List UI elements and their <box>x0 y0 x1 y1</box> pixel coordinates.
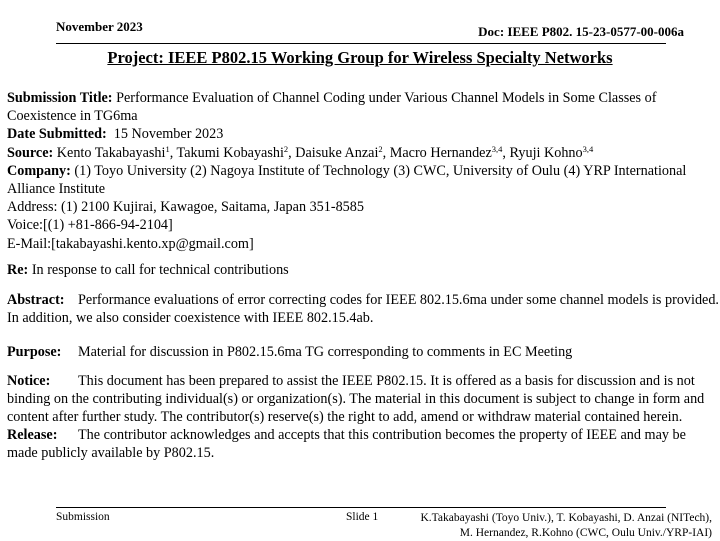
footer-slide-number: Slide 1 <box>346 511 379 523</box>
purpose-label: Purpose: <box>7 344 62 361</box>
footer-authors-line2: M. Hernandez, R.Kohno (CWC, Oulu Univ./YRP-IAI) <box>459 527 712 539</box>
footer-authors-line1: K.Takabayashi (Toyo Univ.), T. Kobayashi, D. Anzai (NITech), <box>420 512 712 524</box>
header-divider <box>56 43 666 44</box>
email-line: E-Mail:[takabayashi.kento.xp@gmail.com] <box>7 235 254 252</box>
release-field <box>7 426 719 462</box>
date-submitted-label: Date Submitted: <box>7 126 107 143</box>
notice-text: This document has been prepared to assist the IEEE P802.15. It is offered as a basis for discussion and is not binding on the contributing individual(s) or organization(s). The material in this document is subject to change in form and content after further study. The contributor(s) reserve(s) the right to add, amend or withdraw material contained herein. <box>7 372 705 426</box>
document-title: Project: IEEE P802.15 Working Group for Wireless Specialty Networks <box>107 48 613 67</box>
document-body <box>7 89 719 463</box>
footer-submission: Submission <box>56 511 110 523</box>
re-text: In response to call for technical contributions <box>28 261 289 278</box>
author-name: Kento Takabayashi <box>53 144 166 161</box>
author-name: Takumi Kobayashi <box>176 144 284 161</box>
author-affiliation: 2 <box>283 143 289 154</box>
company-text: (1) Toyo University (2) Nagoya Institute of Technology (3) CWC, University of Oulu (4) YRP International Alliance Institute <box>7 162 687 198</box>
re-label: Re: <box>7 261 29 278</box>
purpose-text: Material for discussion in P802.15.6ma TG corresponding to comments in EC Meeting <box>78 344 573 361</box>
author-separator: , <box>382 144 390 161</box>
author-affiliation: 1 <box>165 143 170 154</box>
date-submitted-text: 15 November 2023 <box>106 126 224 143</box>
purpose-field <box>7 343 719 361</box>
company-field <box>7 162 719 198</box>
author-name: Macro Hernandez <box>389 144 492 161</box>
release-label: Release: <box>7 427 58 444</box>
date-submitted-field <box>7 125 719 143</box>
re-field <box>7 261 719 279</box>
header-doc-id: Doc: IEEE P802. 15-23-0577-00-006a <box>478 24 684 39</box>
address-line: Address: (1) 2100 Kujirai, Kawagoe, Saitama, Japan 351-8585 <box>7 199 364 216</box>
footer-divider <box>56 507 666 508</box>
abstract-text: Performance evaluations of error correcting codes for IEEE 802.15.6ma under some channel models is provided. In addition, we also consider coexistence with IEEE 802.15.4ab. <box>7 292 719 327</box>
company-label: Company: <box>7 162 71 179</box>
footer-authors <box>421 511 713 541</box>
author-separator: , <box>169 144 177 161</box>
abstract-field <box>7 291 719 327</box>
voice-line: Voice:[(1) +81-866-94-2104] <box>7 217 173 234</box>
author-separator: , <box>288 144 296 161</box>
author-affiliation: 2 <box>378 143 383 154</box>
submission-title-field <box>7 89 719 125</box>
source-field <box>7 144 719 162</box>
submission-title-text: Performance Evaluation of Channel Coding under Various Channel Models in Some Classes of Coexistence in TG6ma <box>7 90 657 125</box>
notice-field <box>7 372 719 427</box>
submission-title-label: Submission Title: <box>7 90 113 106</box>
header-date: November 2023 <box>56 19 143 34</box>
release-text: The contributor acknowledges and accepts that this contribution becomes the property of IEEE and may be made publicly available by P802.15. <box>7 427 686 462</box>
author-affiliation: 3,4 <box>582 143 594 154</box>
author-affiliation: 3,4 <box>491 143 503 154</box>
author-separator: , <box>502 144 510 161</box>
author-name: Daisuke Anzai <box>295 144 379 161</box>
abstract-label: Abstract: <box>7 292 65 309</box>
source-label: Source: <box>7 144 54 161</box>
notice-label: Notice: <box>7 372 51 389</box>
author-name: Ryuji Kohno <box>509 144 583 161</box>
